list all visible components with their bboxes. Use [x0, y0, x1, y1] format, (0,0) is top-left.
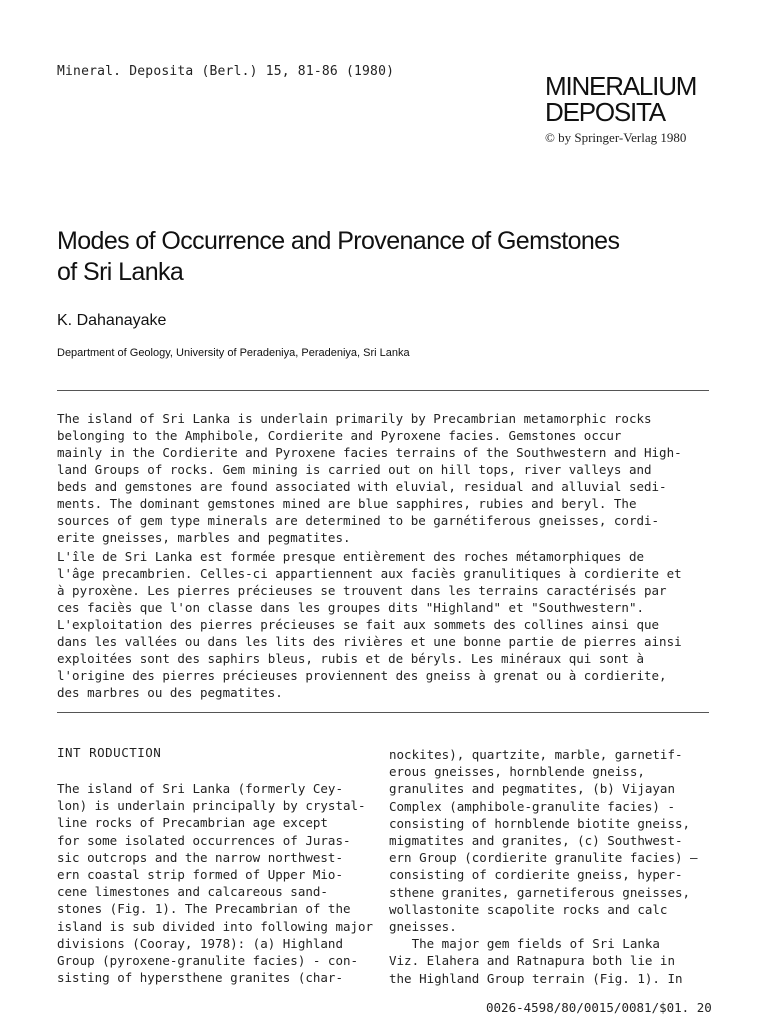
footer-code: 0026-4598/80/0015/0081/$01. 20 [486, 1000, 712, 1015]
body-line: erous gneisses, hornblende gneiss, [389, 764, 645, 780]
body-line: nockites), quartzite, marble, garnetif- [389, 747, 683, 762]
body-line: sisting of hypersthene granites (char- [57, 970, 343, 986]
body-line: Viz. Elahera and Ratnapura both lie in [389, 953, 675, 969]
divider-bottom [57, 712, 709, 713]
abstract-line: L'exploitation des pierres précieuses se fait aux sommets des collines ainsi que [57, 617, 660, 632]
abstract-line: land Groups of rocks. Gem mining is carried out on hill tops, river valleys and [57, 462, 652, 477]
abstract-line: The island of Sri Lanka is underlain primarily by Precambrian metamorphic rocks [57, 411, 652, 426]
section-heading-introduction: INT RODUCTION [57, 745, 162, 760]
abstract-english [57, 410, 712, 546]
body-line: line rocks of Precambrian age except [57, 815, 328, 831]
abstract-line: sources of gem type minerals are determined to be garnétiferous gneisses, cordi- [57, 513, 660, 528]
author-affiliation: Department of Geology, University of Peradeniya, Peradeniya, Sri Lanka [57, 347, 410, 359]
body-column-right [389, 746, 698, 987]
citation-line: Mineral. Deposita (Berl.) 15, 81-86 (1980) [57, 64, 395, 79]
abstract-line: l'origine des pierres précieuses proviennent des gneiss à grenat ou à cordierite, [57, 668, 667, 683]
abstract-line: beds and gemstones are found associated with eluvial, residual and alluvial sedi- [57, 479, 667, 494]
abstract-line: L'île de Sri Lanka est formée presque entièrement des roches métamorphiques de [57, 549, 644, 564]
author-name: K. Dahanayake [57, 312, 167, 329]
article-title [57, 226, 717, 288]
abstract-line: ces faciès que l'on classe dans les groupes dits "Highland" et "Southwestern". [57, 600, 644, 615]
body-line: island is sub divided into following major [57, 918, 374, 934]
body-line: migmatites and granites, (c) Southwest- [389, 833, 683, 849]
body-line: sic outcrops and the narrow northwest- [57, 849, 343, 865]
journal-logo [545, 73, 696, 125]
abstract-line: dans les vallées ou dans les lits des rivières et une bonne partie de pierres ainsi [57, 634, 682, 649]
body-line: consisting of cordierite gneiss, hyper- [389, 867, 683, 883]
body-line: consisting of hornblende biotite gneiss, [389, 815, 691, 831]
body-line: ern Group (cordierite granulite facies) — [389, 850, 698, 866]
abstract-line: erite gneisses, marbles and pegmatites. [57, 530, 351, 545]
body-line: gneisses. [389, 919, 457, 935]
title-line1: Modes of Occurrence and Provenance of Gemstones [57, 227, 620, 255]
body-line: The island of Sri Lanka (formerly Cey- [57, 781, 343, 796]
body-line: granulites and pegmatites, (b) Vijayan [389, 781, 675, 797]
body-line: divisions (Cooray, 1978): (a) Highland [57, 935, 343, 951]
divider-top [57, 390, 709, 391]
abstract-line: l'âge precambrien. Celles-ci appartiennent aux faciès granulitiques à cordierite et [57, 566, 682, 581]
body-line: The major gem fields of Sri Lanka [389, 936, 660, 952]
body-line: sthene granites, garnetiferous gneisses, [389, 884, 691, 900]
body-line: ern coastal strip formed of Upper Mio- [57, 867, 343, 883]
body-line: Group (pyroxene-granulite facies) - con- [57, 953, 359, 969]
abstract-french [57, 548, 712, 701]
abstract-line: des marbres ou des pegmatites. [57, 685, 283, 700]
abstract-line: exploitées sont des saphirs bleus, rubis et de béryls. Les minéraux qui sont à [57, 651, 644, 666]
body-line: cene limestones and calcareous sand- [57, 884, 328, 900]
body-line: for some isolated occurrences of Juras- [57, 832, 351, 848]
body-line: Complex (amphibole-granulite facies) - [389, 798, 675, 814]
copyright-notice: © by Springer-Verlag 1980 [545, 130, 687, 145]
abstract-line: ments. The dominant gemstones mined are blue sapphires, rubies and beryl. The [57, 496, 637, 511]
abstract-line: belonging to the Amphibole, Cordierite and Pyroxene facies. Gemstones occur [57, 428, 622, 443]
body-line: stones (Fig. 1). The Precambrian of the [57, 901, 351, 917]
body-line: the Highland Group terrain (Fig. 1). In [389, 970, 683, 986]
abstract-line: mainly in the Cordierite and Pyroxene facies terrains of the Southwestern and High- [57, 445, 682, 460]
title-line2: of Sri Lanka [57, 258, 184, 286]
body-column-left [57, 780, 373, 986]
journal-name-line2: DEPOSITA [545, 97, 665, 127]
body-line: wollastonite scapolite rocks and calc [389, 901, 668, 917]
abstract-line: à pyroxène. Les pierres précieuses se trouvent dans les terrains caractérisés par [57, 583, 667, 598]
journal-name-line1: MINERALIUM [545, 71, 697, 101]
body-line: lon) is underlain principally by crystal- [57, 798, 366, 814]
